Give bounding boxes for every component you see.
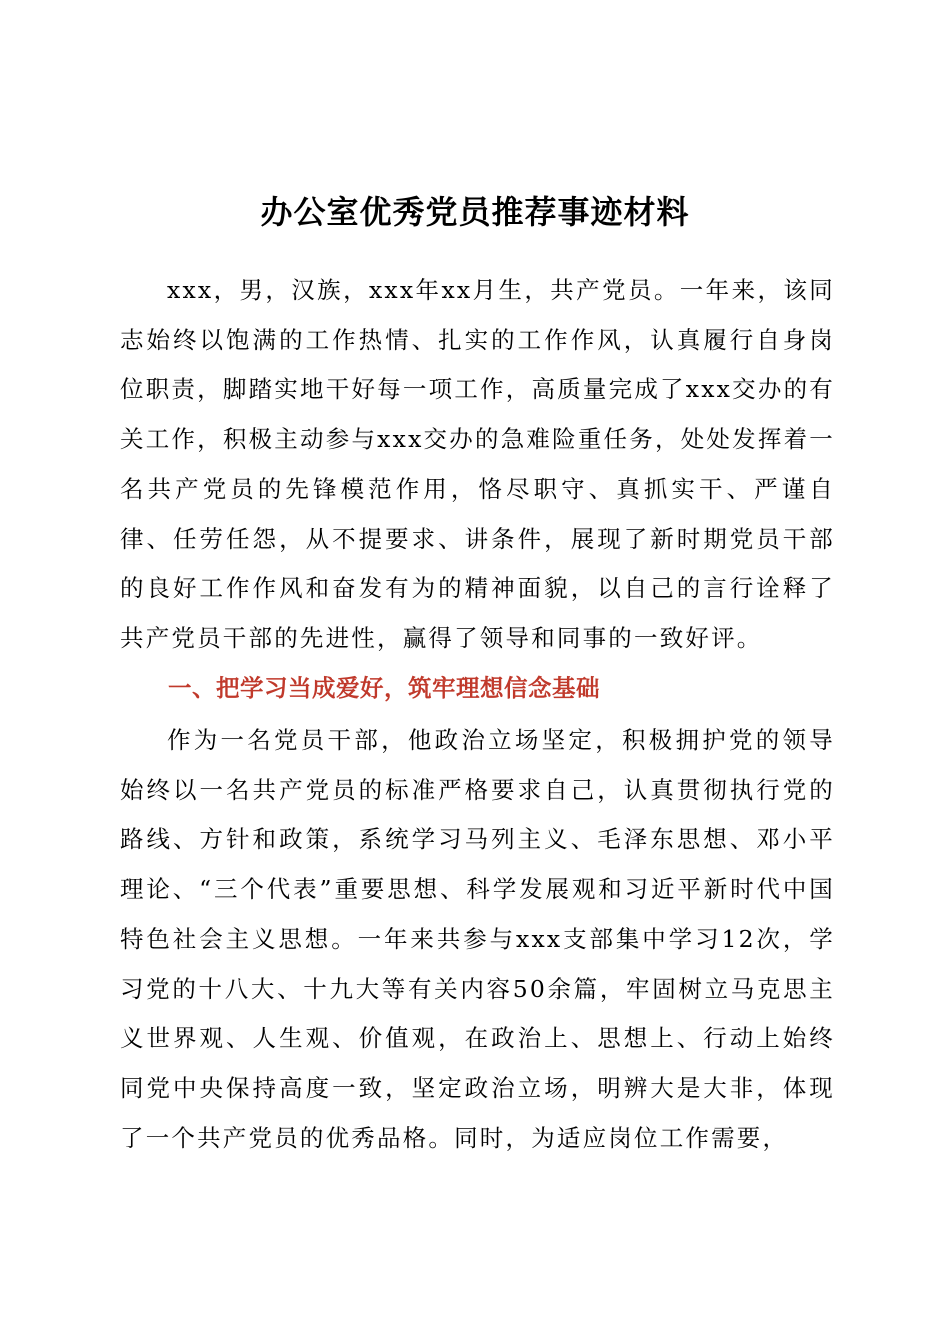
paragraph-intro: xxx，男，汉族，xxx年xx月生，共产党员。一年来，该同志始终以饱满的工作热情、扎实的工作作风，认真履行自身岗位职责，脚踏实地干好每一项工作，高质量完成了xxx交办的有关工作，积极主动参与xxx交办的急难险重任务，处处发挥着一名共产党员的先锋模范作用，恪尽职守、真抓实干、严谨自律、任劳任怨，从不提要求、讲条件，展现了新时期党员干部的良好工作作风和奋发有为的精神面貌，以自己的言行诠释了共产党员干部的先进性，赢得了领导和同事的一致好评。 xyxy=(120,276,835,652)
document-title: 办公室优秀党员推荐事迹材料 xyxy=(260,193,690,231)
section-heading-1: 一、把学习当成爱好，筑牢理想信念基础 xyxy=(168,674,600,702)
paragraph-section-1: 作为一名党员干部，他政治立场坚定，积极拥护党的领导始终以一名共产党员的标准严格要求自己，认真贯彻执行党的路线、方针和政策，系统学习马列主义、毛泽东思想、邓小平理论、“三个代表”重要思想、科学发展观和习近平新时代中国特色社会主义思想。一年来共参与xxx支部集中学习12次，学习党的十八大、十九大等有关内容50余篇，牢固树立马克思主义世界观、人生观、价值观，在政治上、思想上、行动上始终同党中央保持高度一致，坚定政治立场，明辨大是大非，体现了一个共产党员的优秀品格。同时，为适应岗位工作需要， xyxy=(120,726,835,1152)
